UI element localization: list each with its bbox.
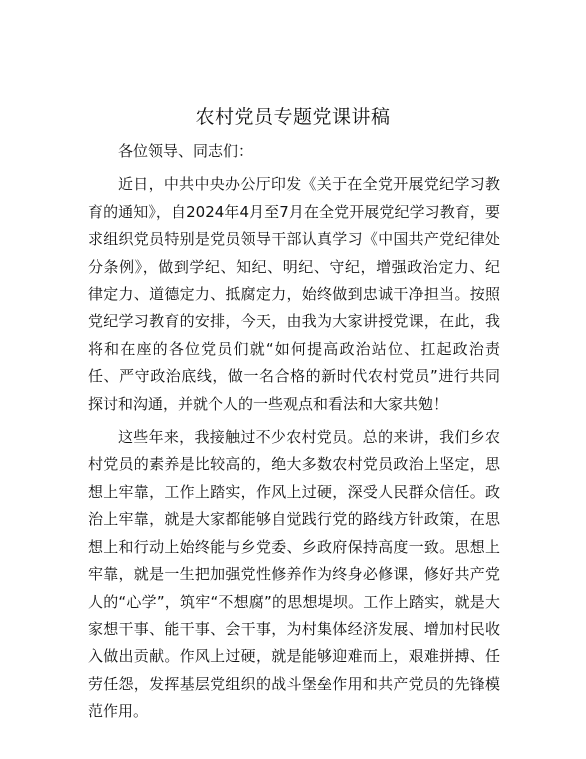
salutation: 各位领导、同志们： — [118, 142, 254, 160]
document-body — [88, 138, 500, 726]
page-title: 农村党员专题党课讲稿 — [195, 106, 391, 128]
paragraph-party-members: 这些年来，我接触过不少农村党员。总的来讲，我们乡农村党员的素养是比较高的，绝大多数农村党员政治上坚定，思想上牢靠，工作上踏实，作风上过硬，深受人民群众信任。政治上牢靠，就是大家都能够自觉践行党的路线方针政策，在思想上和行动上始终能与乡党委、乡政府保持高度一致。思想上牢靠，就是一生把加强党性修养作为终身必修课，修好共产党人的“心学”，筑牢“不想腐”的思想堤坝。工作上踏实，就是大家想干事、能干事、会干事，为村集体经济发展、增加村民收入做出贡献。作风上过硬，就是能够迎难而上，艰难拼搏、任劳任怨，发挥基层党组织的战斗堡垒作用和共产党员的先锋模范作用。 — [88, 428, 500, 721]
paragraph-intro: 近日，中共中央办公厅印发《关于在全党开展党纪学习教育的通知》，自2024年4月至7月在全党开展党纪学习教育，要求组织党员特别是党员领导干部认真学习《中国共产党纪律处分条例》，做到学纪、知纪、明纪、守纪，增强政治定力、纪律定力、道德定力、抵腐定力，始终做到忠诚干净担当。按照党纪学习教育的安排，今天，由我为大家讲授党课，在此，我将和在座的各位党员们就“如何提高政治站位、扛起政治责任、严守政治底线，做一名合格的新时代农村党员”进行共同探讨和沟通，并就个人的一些观点和看法和大家共勉！ — [88, 175, 500, 413]
